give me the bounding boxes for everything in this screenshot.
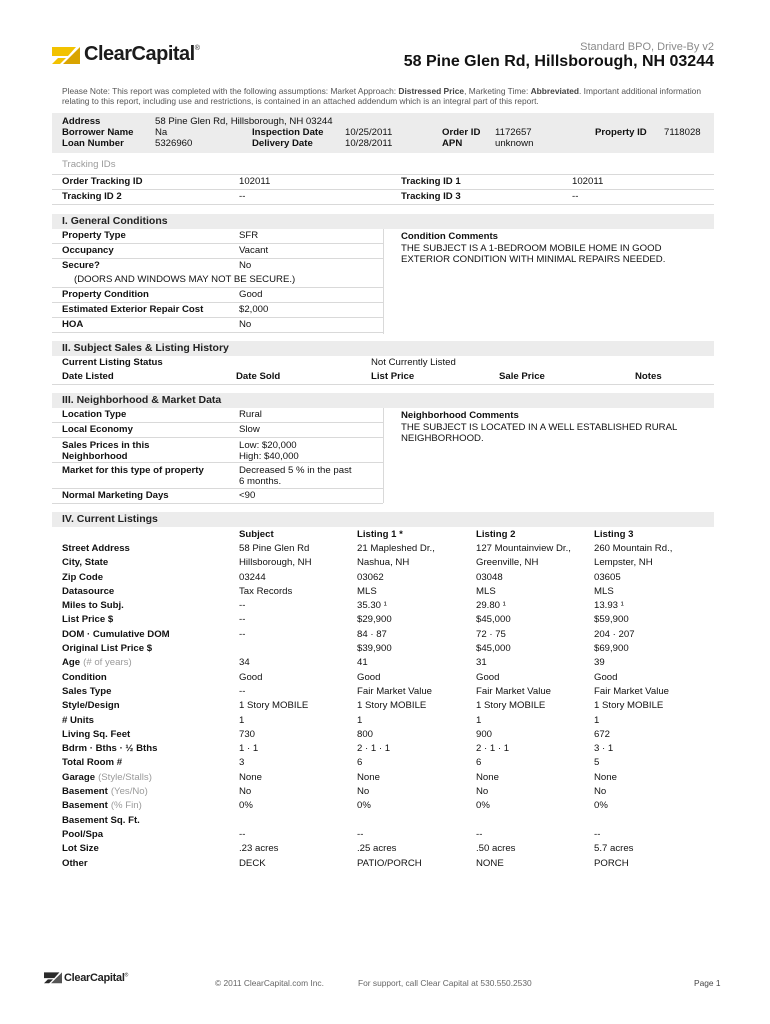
listing-1-cell: 41 [357, 657, 368, 669]
row-label: Age (# of years) [62, 657, 132, 669]
listing-3-cell: 204 · 207 [594, 628, 635, 640]
listing-3-cell: Good [594, 671, 618, 683]
listing-1-cell: 1 [357, 714, 363, 726]
column-divider [383, 408, 384, 503]
listing-3-cell: 260 Mountain Rd., [594, 543, 673, 554]
listing-2-cell: $45,000 [476, 643, 511, 655]
subject-cell: -- [239, 685, 246, 697]
loan-value: 5326960 [155, 138, 193, 149]
listing-2-cell: 1 [476, 714, 482, 726]
listing-3-cell: 5.7 acres [594, 843, 634, 855]
subject-cell: No [239, 786, 252, 798]
row-label: Lot Size [62, 843, 99, 855]
row-label: Miles to Subj. [62, 600, 124, 612]
listing-1-cell: 21 Mapleshed Dr., [357, 543, 435, 554]
listing-1-cell: None [357, 771, 380, 783]
listing-1-cell: .25 acres [357, 843, 397, 855]
brand-name: ClearCapital® [84, 43, 200, 65]
listing-3-cell: $69,900 [594, 643, 629, 655]
listing-1-cell: Fair Market Value [357, 685, 432, 697]
listings-body [52, 542, 714, 871]
table-row [52, 842, 714, 856]
address-label: Address [62, 116, 101, 127]
row-label: Basement Sq. Ft. [62, 814, 140, 826]
listing-2-cell: Fair Market Value [476, 685, 551, 697]
general-value: No [239, 319, 252, 330]
inspection-label: Inspection Date [252, 127, 324, 138]
tracking-row [52, 175, 714, 190]
order-tracking-value: 102011 [239, 176, 271, 187]
order-id-label: Order ID [442, 127, 481, 138]
listing-2-cell: $45,000 [476, 614, 511, 626]
inspection-value: 10/25/2011 [345, 127, 393, 138]
row-label-hint: (Style/Stalls) [98, 771, 152, 783]
subject-cell: Hillsborough, NH [239, 557, 312, 569]
row-label: # Units [62, 714, 94, 726]
subject-cell: 34 [239, 657, 250, 669]
tracking2-value: -- [239, 191, 246, 202]
subject-cell: 1 · 1 [239, 743, 259, 755]
table-row [52, 613, 714, 627]
listing-3-cell: 3 · 1 [594, 743, 614, 755]
general-row [52, 229, 383, 244]
listing-1-cell: 800 [357, 728, 374, 740]
listings-column-header: Listing 3 [594, 529, 634, 540]
listing-3-cell: 5 [594, 757, 600, 769]
table-row [52, 556, 714, 570]
secure-note-row [52, 273, 383, 288]
subject-cell: 730 [239, 728, 256, 740]
row-label: Street Address [62, 543, 130, 554]
listing-2-cell: 0% [476, 800, 490, 812]
listing-3-cell: None [594, 771, 617, 783]
row-label: Datasource [62, 585, 115, 597]
location-label: Location Type [62, 409, 127, 420]
form-name: Standard BPO, Drive-By v2 [580, 41, 714, 53]
neighborhood-row [52, 463, 383, 489]
tracking1-value: 102011 [572, 176, 604, 187]
row-label: Condition [62, 671, 107, 683]
table-row [52, 771, 714, 785]
general-value: Good [239, 289, 263, 300]
footer-brand: ClearCapital® [64, 971, 128, 984]
listing-2-cell: -- [476, 828, 483, 840]
neighborhood-row [52, 438, 383, 463]
listing-2-cell: 31 [476, 657, 487, 669]
listing-1-cell: 1 Story MOBILE [357, 700, 427, 712]
address-value: 58 Pine Glen Rd, Hillsborough, NH 03244 [155, 116, 333, 127]
listing-3-cell: 39 [594, 657, 605, 669]
listing-status-row [52, 356, 714, 370]
section-general-conditions: I. General Conditions [52, 214, 714, 229]
condition-comments-label: Condition Comments [401, 231, 498, 242]
apn-value: unknown [495, 138, 534, 149]
page-footer [0, 968, 770, 998]
section-neighborhood: III. Neighborhood & Market Data [52, 393, 714, 408]
secure-note: (DOORS AND WINDOWS MAY NOT BE SECURE.) [74, 274, 296, 285]
listing-1-cell: 6 [357, 757, 363, 769]
listing-1-cell: 84 · 87 [357, 628, 387, 640]
sales-column-header: Date Sold [236, 371, 281, 382]
listings-table [52, 527, 714, 871]
table-row [52, 585, 714, 599]
table-row [52, 642, 714, 656]
general-label: Property Condition [62, 289, 149, 300]
loan-label: Loan Number [62, 138, 124, 149]
tracking1-label: Tracking ID 1 [401, 176, 461, 187]
table-row [52, 671, 714, 685]
subject-cell: 1 Story MOBILE [239, 700, 309, 712]
assumptions-note: Please Note: This report was completed with the following assumptions: Market Approach: Distressed Price, Marketing Time: Abbreviated. Important additional information relating to this report, including use and restrictions, is contained in an attached addendum which is an integral part of this report. [62, 86, 702, 106]
listing-1-cell: Good [357, 671, 381, 683]
general-conditions-grid [52, 229, 714, 334]
listing-3-cell: No [594, 786, 607, 798]
table-row [52, 685, 714, 699]
subject-cell: 1 [239, 714, 245, 726]
table-row [52, 785, 714, 799]
footer-support: For support, call Clear Capital at 530.550.2530 [358, 978, 532, 988]
row-label: Other [62, 857, 88, 869]
listing-3-cell: 0% [594, 800, 608, 812]
listing-1-cell: 2 · 1 · 1 [357, 743, 391, 755]
delivery-label: Delivery Date [252, 138, 313, 149]
column-divider [383, 229, 384, 334]
footer-copyright: © 2011 ClearCapital.com Inc. [215, 978, 324, 988]
brand-chevron-icon [52, 45, 80, 65]
listing-1-cell: $39,900 [357, 643, 392, 655]
table-row [52, 756, 714, 770]
row-label: Zip Code [62, 571, 104, 583]
listing-3-cell: Fair Market Value [594, 685, 669, 697]
subject-cell: .23 acres [239, 843, 279, 855]
listing-3-cell: 1 [594, 714, 600, 726]
listing-1-cell: $29,900 [357, 614, 392, 626]
listing-3-cell: -- [594, 828, 601, 840]
listing-3-cell: Lempster, NH [594, 557, 653, 569]
sales-column-header: Notes [635, 371, 662, 382]
listing-1-cell: 0% [357, 800, 371, 812]
subject-cell: -- [239, 628, 246, 640]
subject-cell: Tax Records [239, 585, 293, 597]
general-row [52, 259, 383, 273]
sales-prices-label: Sales Prices in this Neighborhood [62, 440, 150, 462]
listing-status-label: Current Listing Status [62, 357, 163, 368]
subject-cell: -- [239, 828, 246, 840]
table-row [52, 542, 714, 556]
table-row [52, 828, 714, 842]
order-tracking-label: Order Tracking ID [62, 176, 143, 187]
general-value: No [239, 260, 252, 271]
condition-comments: THE SUBJECT IS A 1-BEDROOM MOBILE HOME IN GOOD EXTERIOR CONDITION WITH MINIMAL REPAIRS NEEDED. [401, 243, 666, 265]
row-label: Living Sq. Feet [62, 728, 131, 740]
neighborhood-grid [52, 408, 714, 503]
listing-2-cell: 6 [476, 757, 482, 769]
listings-header-row [52, 527, 714, 542]
table-row [52, 656, 714, 670]
listing-3-cell: MLS [594, 585, 614, 597]
row-label: Total Room # [62, 757, 123, 769]
clear-capital-logo [52, 43, 199, 66]
row-label: Original List Price $ [62, 643, 153, 655]
neighborhood-row [52, 423, 383, 438]
page-number: Page 1 [694, 978, 721, 988]
property-id-value: 7118028 [664, 127, 701, 138]
listing-1-cell: 35.30 ¹ [357, 600, 387, 612]
order-id-value: 1172657 [495, 127, 532, 138]
listings-column-header: Listing 2 [476, 529, 516, 540]
listing-2-cell: MLS [476, 585, 496, 597]
economy-value: Slow [239, 424, 260, 435]
tracking2-label: Tracking ID 2 [62, 191, 122, 202]
sales-history-grid [52, 356, 714, 385]
listing-2-cell: 1 Story MOBILE [476, 700, 546, 712]
row-label: City, State [62, 557, 109, 569]
listing-1-cell: No [357, 786, 370, 798]
listing-3-cell: 672 [594, 728, 611, 740]
listing-2-cell: 29.80 ¹ [476, 600, 506, 612]
general-label: HOA [62, 319, 84, 330]
tracking-row [52, 190, 714, 205]
table-row [52, 714, 714, 728]
row-label: Basement (% Fin) [62, 800, 142, 812]
row-label: DOM · Cumulative DOM [62, 628, 170, 640]
table-row [52, 599, 714, 613]
listing-3-cell: $59,900 [594, 614, 629, 626]
tracking-section [52, 174, 714, 205]
table-row [52, 799, 714, 813]
listing-1-cell: 03062 [357, 571, 384, 583]
row-label: List Price $ [62, 614, 114, 626]
listing-1-cell: -- [357, 828, 364, 840]
delivery-value: 10/28/2011 [345, 138, 393, 149]
property-title: 58 Pine Glen Rd, Hillsborough, NH 03244 [403, 53, 714, 70]
listing-2-cell: 127 Mountainview Dr., [476, 543, 571, 554]
sales-prices-value: Low: $20,000 High: $40,000 [239, 440, 299, 462]
borrower-label: Borrower Name [62, 127, 134, 138]
tracking3-value: -- [572, 191, 579, 202]
subject-cell: 03244 [239, 571, 266, 583]
listing-2-cell: None [476, 771, 499, 783]
neighborhood-row [52, 408, 383, 423]
neighborhood-comments-label: Neighborhood Comments [401, 410, 519, 421]
row-label: Pool/Spa [62, 828, 104, 840]
listing-2-cell: 900 [476, 728, 493, 740]
tracking3-label: Tracking ID 3 [401, 191, 461, 202]
table-row [52, 571, 714, 585]
market-value: Decreased 5 % in the past 6 months. [239, 465, 352, 487]
footer-logo [44, 971, 128, 984]
listing-2-cell: No [476, 786, 489, 798]
row-label: Garage (Style/Stalls) [62, 771, 152, 783]
general-row [52, 303, 383, 318]
listing-status-value: Not Currently Listed [371, 357, 456, 368]
row-label-hint: (% Fin) [110, 800, 142, 812]
subject-cell: 0% [239, 800, 253, 812]
row-label-hint: (Yes/No) [110, 786, 148, 798]
listings-column-header: Listing 1 * [357, 529, 403, 540]
listing-2-cell: Greenville, NH [476, 557, 539, 569]
listing-3-cell: 03605 [594, 571, 621, 583]
row-label: Sales Type [62, 685, 112, 697]
borrower-value: Na [155, 127, 168, 138]
listing-2-cell: 2 · 1 · 1 [476, 743, 510, 755]
table-row [52, 628, 714, 642]
general-value: $2,000 [239, 304, 269, 315]
row-label: Bdrm · Bths · ½ Bths [62, 743, 158, 755]
listing-3-cell: 13.93 ¹ [594, 600, 624, 612]
listing-1-cell: MLS [357, 585, 377, 597]
market-label: Market for this type of property [62, 465, 204, 476]
listing-2-cell: .50 acres [476, 843, 516, 855]
apn-label: APN [442, 138, 463, 149]
sales-column-header: Date Listed [62, 371, 114, 382]
general-label: Secure? [62, 260, 100, 271]
general-label: Property Type [62, 230, 126, 241]
sales-column-header: List Price [371, 371, 415, 382]
row-label: Style/Design [62, 700, 120, 712]
table-row [52, 857, 714, 871]
location-value: Rural [239, 409, 262, 420]
subject-cell: 3 [239, 757, 245, 769]
property-id-label: Property ID [595, 127, 647, 138]
listing-2-cell: Good [476, 671, 500, 683]
listing-2-cell: 72 · 75 [476, 628, 506, 640]
listing-1-cell: Nashua, NH [357, 557, 410, 569]
sales-column-header: Sale Price [499, 371, 545, 382]
report-page [52, 38, 714, 871]
table-row [52, 742, 714, 756]
general-value: SFR [239, 230, 259, 241]
listing-2-cell: NONE [476, 857, 504, 869]
neighborhood-row [52, 489, 383, 504]
general-label: Occupancy [62, 245, 114, 256]
general-row [52, 244, 383, 259]
tracking-heading: Tracking IDs [62, 159, 116, 170]
report-header [52, 38, 714, 86]
summary-box [52, 113, 714, 153]
subject-cell: -- [239, 614, 246, 626]
economy-label: Local Economy [62, 424, 133, 435]
section-current-listings: IV. Current Listings [52, 512, 714, 527]
subject-cell: None [239, 771, 262, 783]
general-row [52, 288, 383, 303]
brand-chevron-icon [44, 971, 62, 984]
listing-3-cell: 1 Story MOBILE [594, 700, 664, 712]
row-label: Basement (Yes/No) [62, 786, 148, 798]
listings-column-header: Subject [239, 529, 274, 540]
subject-cell: DECK [239, 857, 266, 869]
general-label: Estimated Exterior Repair Cost [62, 304, 204, 315]
subject-cell: -- [239, 600, 246, 612]
table-row [52, 699, 714, 713]
table-row [52, 728, 714, 742]
subject-cell: Good [239, 671, 263, 683]
general-row [52, 318, 383, 333]
marketing-days-value: <90 [239, 490, 256, 501]
general-value: Vacant [239, 245, 269, 256]
listing-3-cell: PORCH [594, 857, 629, 869]
listing-1-cell: PATIO/PORCH [357, 857, 422, 869]
marketing-days-label: Normal Marketing Days [62, 490, 169, 501]
sales-header-row [52, 370, 714, 385]
neighborhood-comments: THE SUBJECT IS LOCATED IN A WELL ESTABLISHED RURAL NEIGHBORHOOD. [401, 422, 677, 444]
section-sales-history: II. Subject Sales & Listing History [52, 341, 714, 356]
table-row [52, 814, 714, 828]
subject-cell: 58 Pine Glen Rd [239, 543, 310, 554]
row-label-hint: (# of years) [83, 657, 132, 669]
listing-2-cell: 03048 [476, 571, 503, 583]
